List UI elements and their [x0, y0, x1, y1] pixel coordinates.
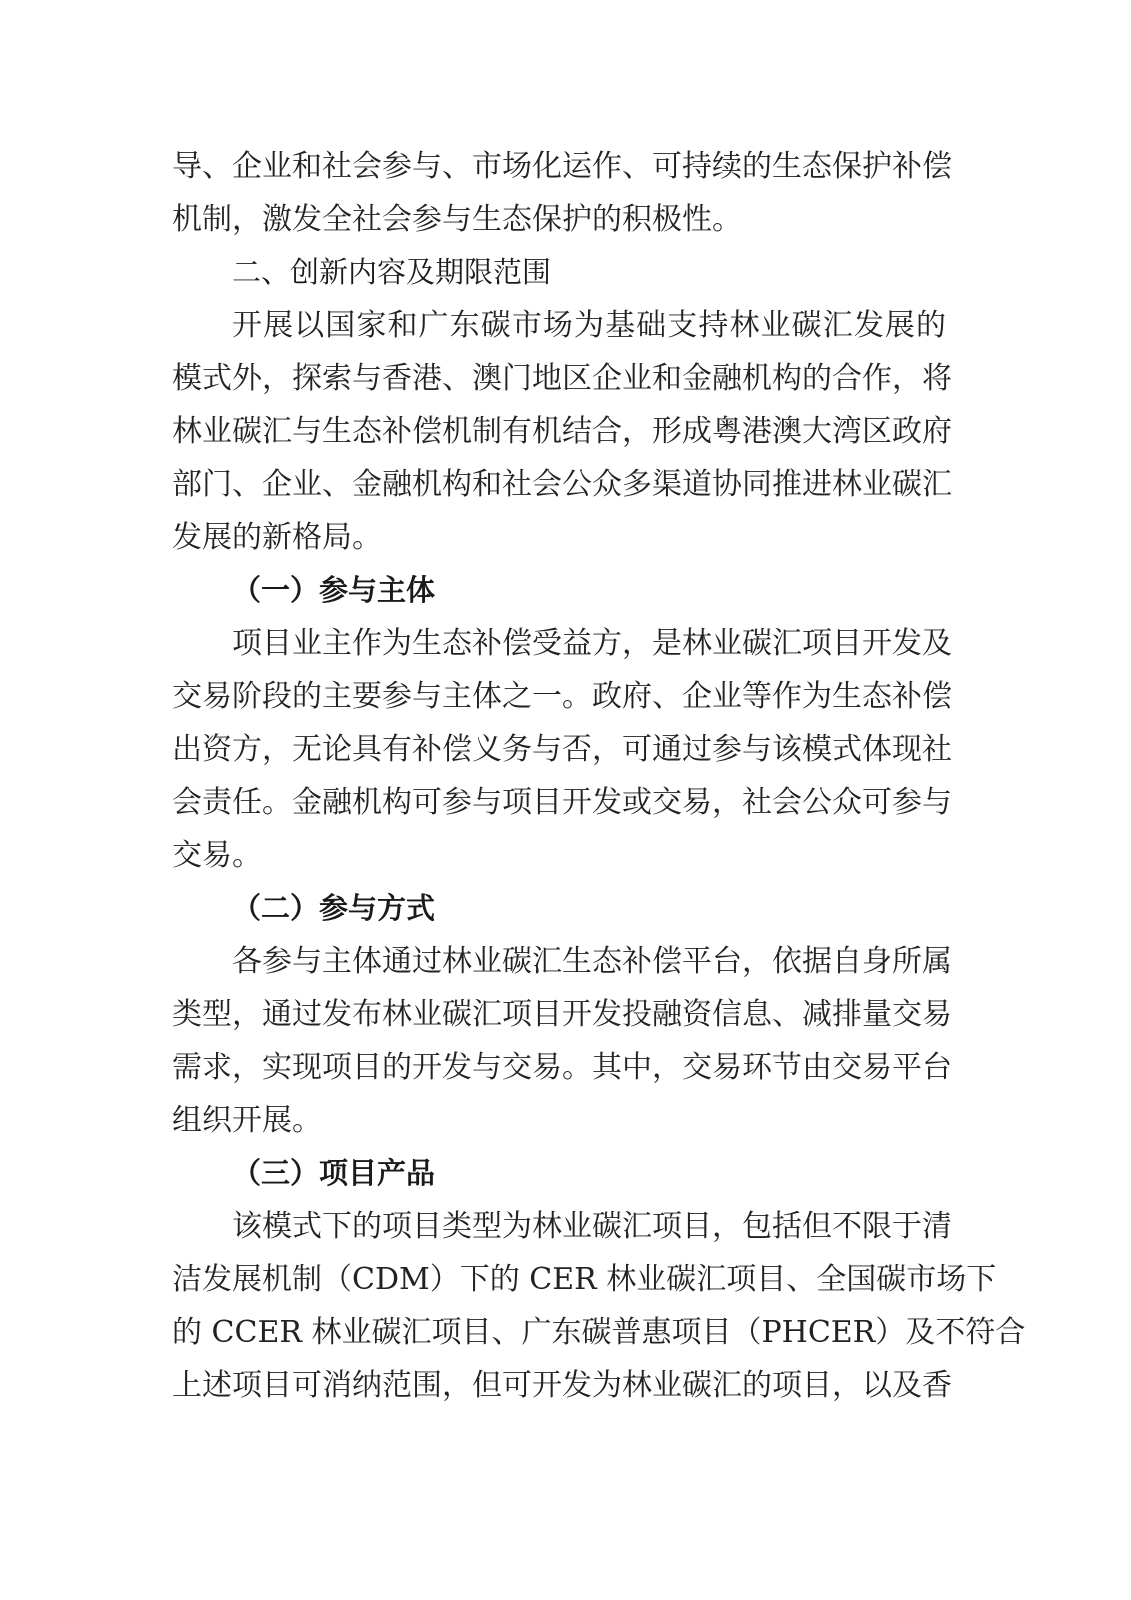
- subheading-project-products: （三）项目产品: [232, 1156, 436, 1190]
- text-line: 洁发展机制（CDM）下的 CER 林业碳汇项目、全国碳市场下: [172, 1262, 997, 1297]
- text-line: 该模式下的项目类型为林业碳汇项目，包括但不限于清: [232, 1209, 952, 1244]
- text-line: 部门、企业、金融机构和社会公众多渠道协同推进林业碳汇: [172, 467, 952, 502]
- text-line: 交易阶段的主要参与主体之一。政府、企业等作为生态补偿: [172, 679, 952, 714]
- text-line: 机制，激发全社会参与生态保护的积极性。: [172, 202, 742, 237]
- text-line: 模式外，探索与香港、澳门地区企业和金融机构的合作，将: [172, 361, 952, 396]
- participation-method-paragraph: [172, 935, 952, 1147]
- text-line: 项目业主作为生态补偿受益方，是林业碳汇项目开发及: [232, 626, 952, 661]
- text-line: 会责任。金融机构可参与项目开发或交易，社会公众可参与: [172, 785, 952, 820]
- section-heading: 二、创新内容及期限范围: [232, 255, 552, 289]
- intro-paragraph: [172, 140, 952, 246]
- text-line: 开展以国家和广东碳市场为基础支持林业碳汇发展的: [232, 308, 946, 343]
- text-line: 交易。: [172, 838, 262, 873]
- subheading-participants: （一）参与主体: [232, 573, 436, 607]
- text-line: 类型，通过发布林业碳汇项目开发投融资信息、减排量交易: [172, 997, 952, 1032]
- text-line: 林业碳汇与生态补偿机制有机结合，形成粤港澳大湾区政府: [172, 414, 952, 449]
- text-line: 的 CCER 林业碳汇项目、广东碳普惠项目（PHCER）及不符合: [172, 1315, 1026, 1350]
- project-products-paragraph: [172, 1200, 1026, 1412]
- participants-paragraph: [172, 617, 952, 882]
- text-line: 导、企业和社会参与、市场化运作、可持续的生态保护补偿: [172, 149, 952, 184]
- section-paragraph: [172, 299, 952, 564]
- text-line: 组织开展。: [172, 1103, 322, 1138]
- text-line: 各参与主体通过林业碳汇生态补偿平台，依据自身所属: [232, 944, 952, 979]
- text-line: 出资方，无论具有补偿义务与否，可通过参与该模式体现社: [172, 732, 952, 767]
- text-line: 上述项目可消纳范围，但可开发为林业碳汇的项目，以及香: [172, 1368, 952, 1403]
- text-line: 需求，实现项目的开发与交易。其中，交易环节由交易平台: [172, 1050, 952, 1085]
- document-body: [172, 140, 1026, 1412]
- subheading-participation-method: （二）参与方式: [232, 891, 436, 925]
- text-line: 发展的新格局。: [172, 520, 382, 555]
